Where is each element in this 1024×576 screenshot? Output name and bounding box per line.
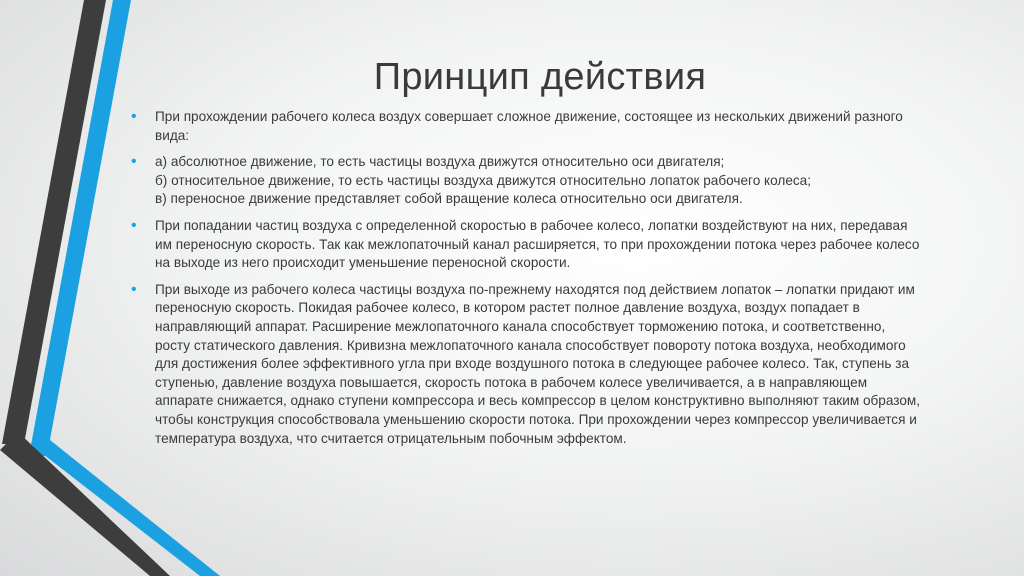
bullet-marker: • [131, 108, 137, 125]
bullet-text: При попадании частиц воздуха с определенной скоростью в рабочее колесо, лопатки воздействуют на них, передавая им переносную скорость. Так как межлопаточный канал расширяется, то при прохождении потока через рабочее колесо на выходе из него происходит уменьшение переносной скорости. [155, 217, 920, 271]
bullet-text: б) относительное движение, то есть частицы воздуха движутся относительно лопаток рабочего колеса; [155, 172, 812, 188]
bullet-item [131, 108, 921, 145]
bullet-marker: • [131, 216, 137, 234]
bullet-item [131, 217, 921, 273]
bullet-item [131, 281, 921, 448]
bullet-text: в) переносное движение представляет собой вращение колеса относительно оси двигателя. [155, 191, 743, 207]
blue-stripe-bottom [30, 440, 220, 576]
bullet-marker: • [131, 153, 137, 171]
bullet-text: При выходе из рабочего колеса частицы воздуха по-прежнему находятся под действием лопаток – лопатки придают им переносную скорость. Покидая рабочее колесо, в котором растет полное давление воздуха, воздух попадает в направляющий аппарат. Расширение межлопаточного канала способствует торможению потока, и соответственно, росту статического давления. Кривизна межлопаточного канала способствует повороту потока воздуха, необходимого для достижения более эффективного угла при входе воздушного потока в следующее рабочее колесо. Так, ступень за ступенью, давление воздуха повышается, скорость потока в рабочем колесе увеличивается, а в направляющем аппарате снижается, однако ступени компрессора и весь компрессор в целом конструктивно выполняют таким образом, чтобы конструкция способствовала уменьшению скорости потока. При прохождении через компрессор увеличивается и температура воздуха, что считается отрицательным побочным эффектом. [155, 281, 921, 446]
slide-title: Принцип действия [373, 56, 707, 98]
bullet-marker: • [131, 280, 137, 298]
bullet-item [131, 153, 921, 209]
bullet-list [131, 108, 921, 456]
bullet-text: а) абсолютное движение, то есть частицы воздуха движутся относительно оси двигателя; [155, 154, 725, 170]
bullet-text: При прохождении рабочего колеса воздух совершает сложное движение, состоящее из нескольких движений разного вида: [155, 109, 903, 143]
